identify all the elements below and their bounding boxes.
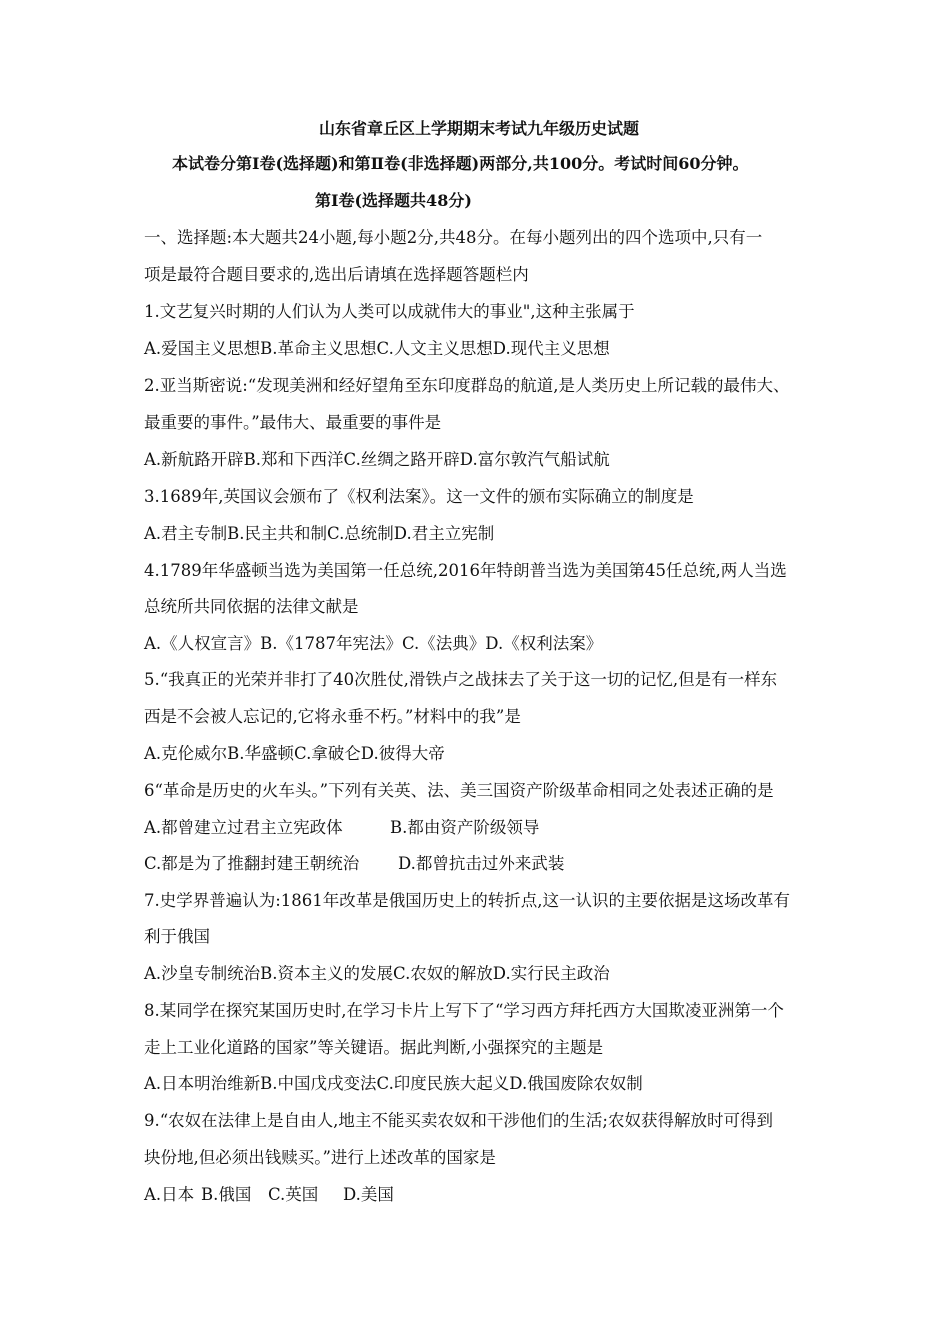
question-options: A.爱国主义思想B.革命主义思想C.人文主义思想D.现代主义思想 — [144, 339, 610, 358]
question-stem: 1.文艺复兴时期的人们认为人类可以成就伟大的事业",这种主张属于 — [144, 302, 635, 321]
question-stem: 3.1689年,英国议会颁布了《权利法案》。这一文件的颁布实际确立的制度是 — [144, 487, 694, 506]
question-stem: 5.“我真正的光荣并非打了40次胜仗,滑铁卢之战抹去了关于这一切的记忆,但是有一样东 — [144, 670, 778, 689]
question-stem: 西是不会被人忘记的,它将永垂不朽。”材料中的我”是 — [144, 707, 521, 726]
question-stem: 9.“农奴在法律上是自由人,地主不能买卖农奴和干涉他们的生活;农奴获得解放时可得到 — [144, 1111, 773, 1130]
question-options: A.克伦威尔B.华盛顿C.拿破仑D.彼得大帝 — [144, 744, 445, 763]
question-options: A.《人权宣言》B.《1787年宪法》C.《法典》D.《权利法案》 — [144, 634, 603, 653]
question-stem: 6“革命是历史的火车头。”下列有关英、法、美三国资产阶级革命相同之处表述正确的是 — [144, 781, 774, 800]
option-d: D.美国 — [343, 1185, 394, 1204]
question-options: A.新航路开辟B.郑和下西洋C.丝绸之路开辟D.富尔敦汽气船试航 — [144, 450, 610, 469]
option-a: A.都曾建立过君主立宪政体 — [144, 818, 343, 837]
question-options: A.沙皇专制统治B.资本主义的发展C.农奴的解放D.实行民主政治 — [144, 964, 610, 983]
question-stem: 7.史学界普遍认为:1861年改革是俄国历史上的转折点,这一认识的主要依据是这场改革有 — [144, 891, 791, 910]
question-stem: 利于俄国 — [144, 927, 210, 946]
question-options — [144, 853, 565, 875]
instruction-line: 项是最符合题目要求的,选出后请填在选择题答题栏内 — [144, 265, 529, 284]
option-c: C.都是为了推翻封建王朝统治 — [144, 854, 360, 873]
option-b: B.俄国 — [201, 1185, 252, 1204]
option-a: A.日本 — [144, 1185, 195, 1204]
question-stem: 2.亚当斯密说:“发现美洲和经好望角至东印度群岛的航道,是人类历史上所记载的最伟大、 — [144, 376, 790, 395]
question-stem: 4.1789年华盛顿当选为美国第一任总统,2016年特朗普当选为美国第45任总统,两人当选 — [144, 561, 787, 580]
question-options — [144, 817, 540, 839]
page-title: 山东省章丘区上学期期末考试九年级历史试题 — [319, 119, 640, 138]
question-stem: 最重要的事件。”最伟大、最重要的事件是 — [144, 413, 442, 432]
option-b: B.都由资产阶级领导 — [390, 818, 540, 837]
question-stem: 8.某同学在探究某国历史时,在学习卡片上写下了“学习西方拜托西方大国欺凌亚洲第一个 — [144, 1001, 784, 1020]
question-stem: 走上工业化道路的国家”等关键语。据此判断,小强探究的主题是 — [144, 1038, 604, 1057]
question-stem: 块份地,但必须出钱赎买。”进行上述改革的国家是 — [144, 1148, 496, 1167]
exam-subtitle: 本试卷分第Ⅰ卷(选择题)和第Ⅱ卷(非选择题)两部分,共100分。考试时间60分钟。 — [172, 154, 749, 173]
question-options: A.日本明治维新B.中国戊戌变法C.印度民族大起义D.俄国废除农奴制 — [144, 1074, 643, 1093]
question-options — [144, 1184, 394, 1206]
question-options: A.君主专制B.民主共和制C.总统制D.君主立宪制 — [144, 524, 495, 543]
option-c: C.英国 — [268, 1185, 319, 1204]
question-stem: 总统所共同依据的法律文献是 — [144, 597, 359, 616]
section-heading: 第Ⅰ卷(选择题共48分) — [315, 191, 472, 210]
instruction-line: 一、选择题:本大题共24小题,每小题2分,共48分。在每小题列出的四个选项中,只有一 — [144, 228, 763, 247]
option-d: D.都曾抗击过外来武装 — [398, 854, 565, 873]
